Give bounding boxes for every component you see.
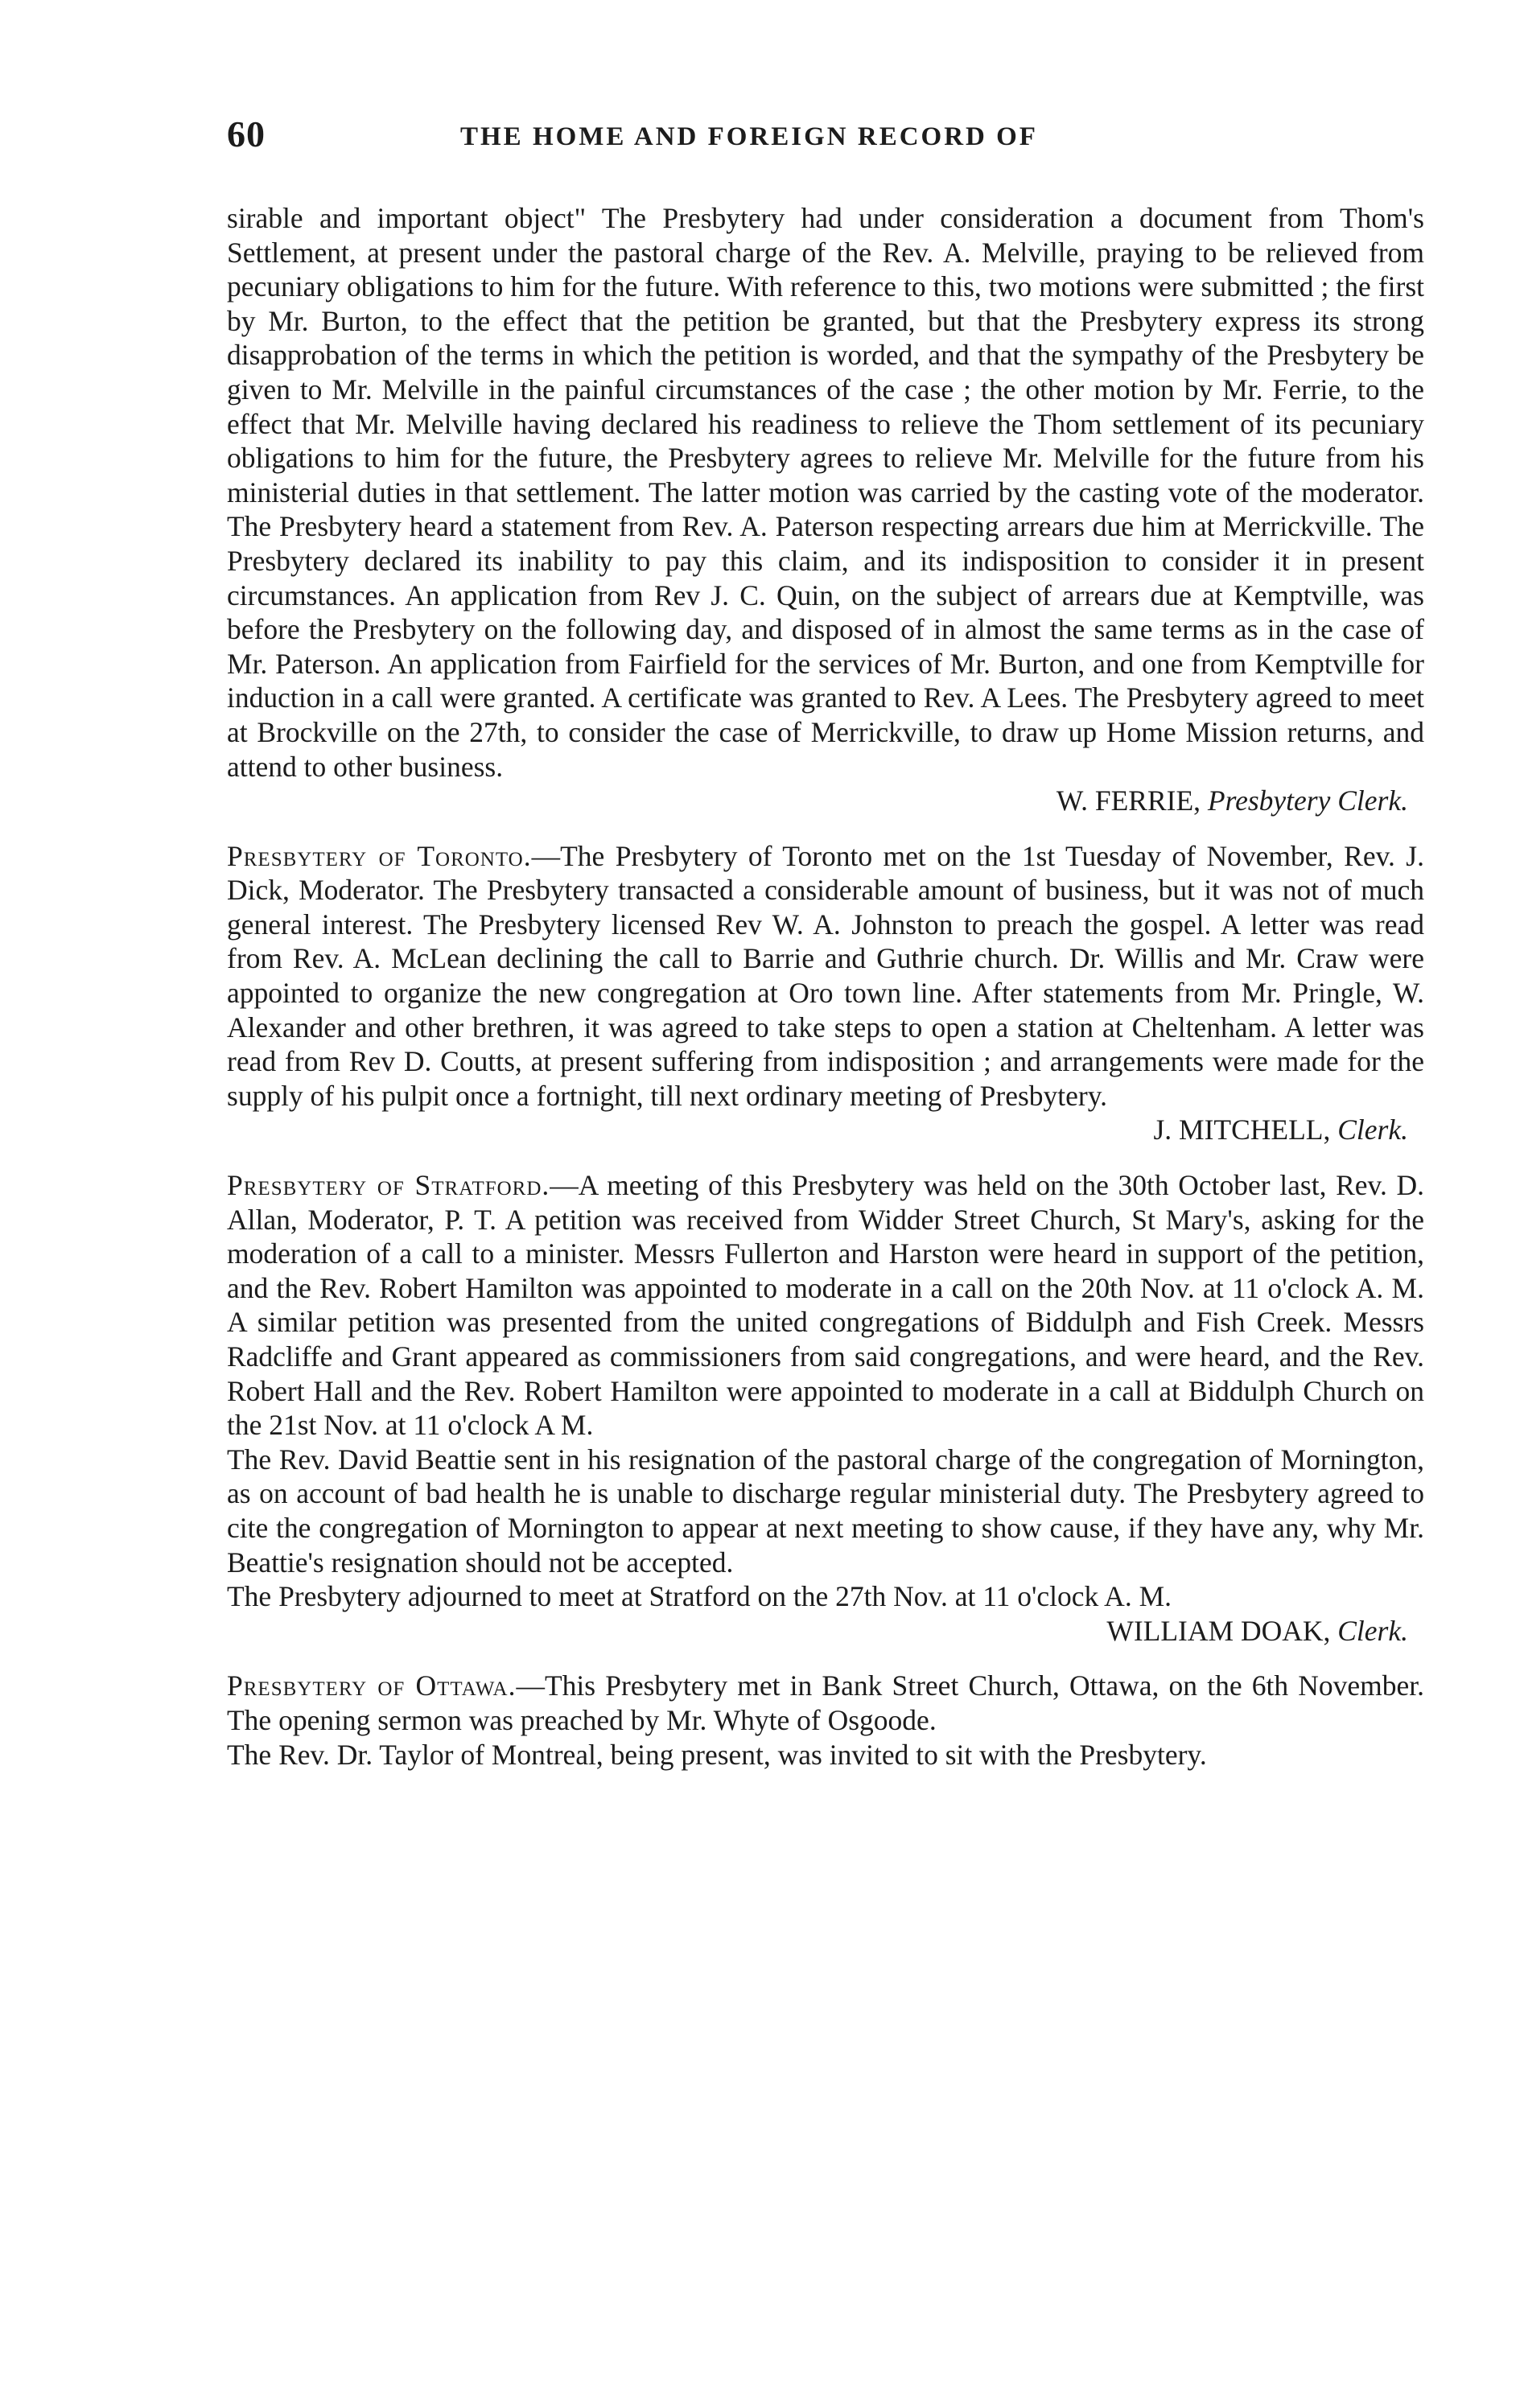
signature-mitchell xyxy=(227,1113,1408,1147)
section-heading-stratford: Presbytery of Stratford. xyxy=(227,1169,550,1202)
signature-name: J. MITCHELL, xyxy=(1153,1113,1331,1146)
signature-title: Clerk. xyxy=(1337,1113,1408,1146)
signature-ferrie xyxy=(227,784,1408,818)
section-heading-toronto: Presbytery of Toronto. xyxy=(227,839,532,872)
page-number: 60 xyxy=(227,113,266,154)
running-header xyxy=(227,113,1424,169)
signature-doak xyxy=(227,1614,1408,1649)
signature-name: W. FERRIE, xyxy=(1056,784,1201,817)
ottawa-text: —This Presbytery met in Bank Street Church, Ottawa, on the 6th November. The opening sermon was preached by Mr. Whyte of Osgoode. xyxy=(227,1669,1425,1736)
signature-title: Clerk. xyxy=(1337,1614,1408,1647)
stratford-paragraph-2: The Rev. David Beattie sent in his resignation of the pastoral charge of the congregation of Mornington, as on account of bad health he is unable to discharge regular ministerial duty. The Presbytery agreed to cite the congregation of Mornington to appear at next meeting to show cause, if they have any, why Mr. Beattie's resignation should not be accepted. xyxy=(227,1443,1424,1579)
signature-title: Presbytery Clerk. xyxy=(1207,784,1408,817)
running-title: THE HOME AND FOREIGN RECORD OF xyxy=(460,122,1038,151)
stratford-text: —A meeting of this Presbytery was held on the 30th October last, Rev. D. Allan, Moderator, P. T. A petition was received from Widder Street Church, St Mary's, asking for the moderation of a call to a minister. Messrs Fullerton and Harston were heard in support of the petition, and the Rev. Robert Hamilton was appointed to moderate in a call on the 20th Nov. at 11 o'clock A. M. A similar petition was presented from the united congregations of Biddulph and Fish Creek. Messrs Radcliffe and Grant appeared as commissioners from said congregations, and were heard, and the Rev. Robert Hall and the Rev. Robert Hamilton were appointed to moderate in a call at Biddulph Church on the 21st Nov. at 11 o'clock A M. xyxy=(227,1169,1424,1442)
toronto-text: —The Presbytery of Toronto met on the 1st Tuesday of November, Rev. J. Dick, Moderator. The Presbytery transacted a considerable amount of business, but it was not of much general interest. The Presbytery licensed Rev W. A. Johnston to preach the gospel. A letter was read from Rev. A. McLean declining the call to Barrie and Guthrie church. Dr. Willis and Mr. Craw were appointed to organize the new congregation at Oro town line. After statements from Mr. Pringle, W. Alexander and other brethren, it was agreed to take steps to open a station at Cheltenham. A letter was read from Rev D. Coutts, at present suffering from indisposition ; and arrangements were made for the supply of his pulpit once a fortnight, till next ordinary meeting of Presbytery. xyxy=(227,839,1424,1112)
stratford-paragraph-3: The Presbytery adjourned to meet at Stratford on the 27th Nov. at 11 o'clock A. M. xyxy=(227,1580,1172,1613)
signature-name: WILLIAM DOAK, xyxy=(1106,1614,1331,1647)
toronto-paragraph xyxy=(227,839,1424,1113)
document-page xyxy=(227,113,1424,1772)
ottawa-paragraph-2: The Rev. Dr. Taylor of Montreal, being present, was invited to sit with the Presbytery. xyxy=(227,1738,1207,1771)
section-heading-ottawa: Presbytery of Ottawa. xyxy=(227,1669,517,1702)
ottawa-paragraph xyxy=(227,1669,1424,1737)
continuation-paragraph: sirable and important object" The Presbytery had under consideration a document from Thom's Settlement, at present under the pastoral charge of the Rev. A. Melville, praying to be relieved from pecuniary obligations to him for the future. With reference to this, two motions were submitted ; the first by Mr. Burton, to the effect that the petition be granted, but that the Presbytery express its strong disapprobation of the terms in which the petition is worded, and that the sympathy of the Presbytery be given to Mr. Melville in the painful circumstances of the case ; the other motion by Mr. Ferrie, to the effect that Mr. Melville having declared his readiness to relieve the Thom settlement of its pecuniary obligations to him for the future, the Presbytery agrees to relieve Mr. Melville for the future from his ministerial duties in that settlement. The latter motion was carried by the casting vote of the moderator. The Presbytery heard a statement from Rev. A. Paterson respecting arrears due him at Merrickville. The Presbytery declared its inability to pay this claim, and its indisposition to consider it in present circumstances. An application from Rev J. C. Quin, on the subject of arrears due at Kemptville, was before the Presbytery on the following day, and disposed of in almost the same terms as in the case of Mr. Paterson. An application from Fairfield for the services of Mr. Burton, and one from Kemptville for induction in a call were granted. A certificate was granted to Rev. A Lees. The Presbytery agreed to meet at Brockville on the 27th, to consider the case of Merrickville, to draw up Home Mission returns, and attend to other business. xyxy=(227,202,1424,783)
stratford-paragraph xyxy=(227,1168,1424,1443)
